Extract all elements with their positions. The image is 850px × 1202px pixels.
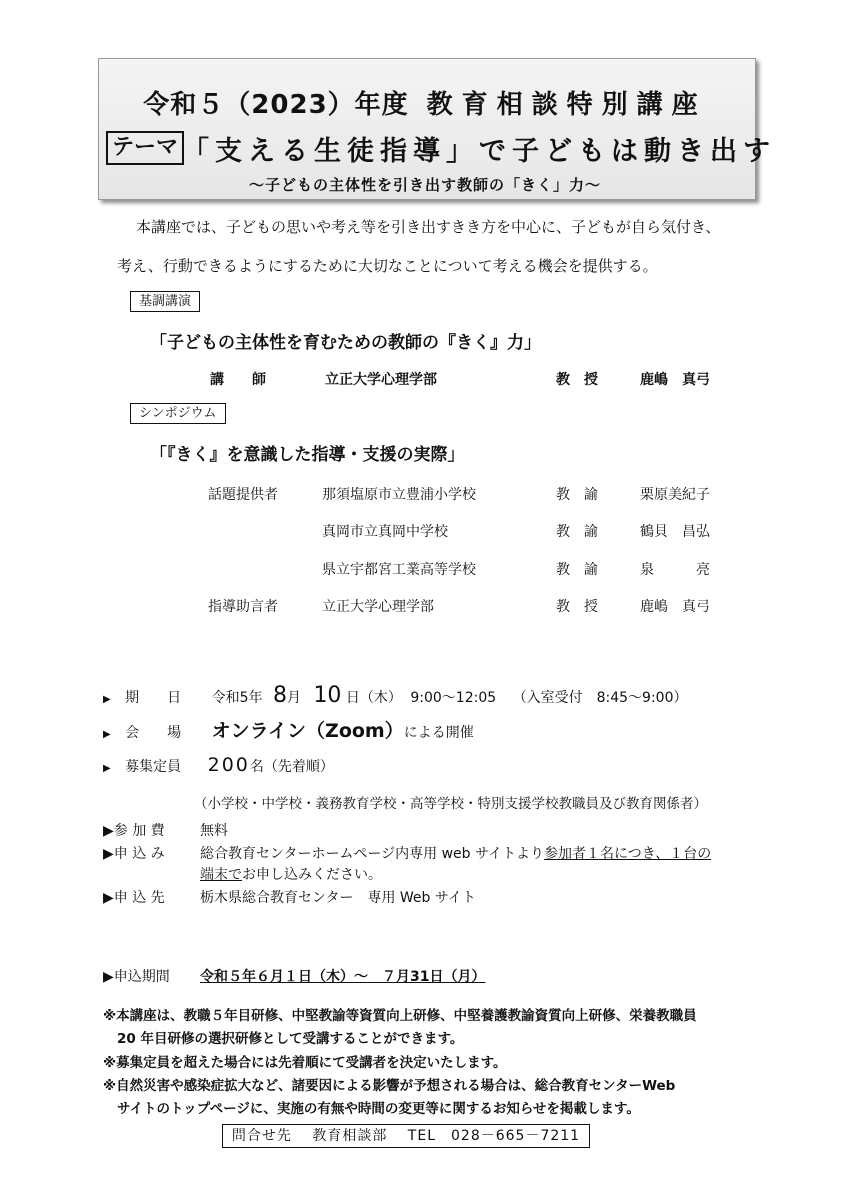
presenter-position: 教 諭 bbox=[556, 524, 598, 540]
presenter-position: 教 諭 bbox=[556, 562, 598, 578]
apply-to-label: ▶申 込 先 bbox=[103, 890, 165, 906]
advisor-name: 鹿嶋 真弓 bbox=[640, 599, 710, 615]
venue-row bbox=[103, 716, 474, 743]
venue-suffix: による開催 bbox=[403, 725, 474, 741]
theme-title: 「支える生徒指導」で子どもは動き出す bbox=[182, 136, 776, 167]
apply-line-2 bbox=[200, 864, 382, 884]
date-time: 9:00～12:05 bbox=[410, 690, 497, 706]
intro-line-1: 本講座では、子どもの思いや考え等を引き出すきき方を中心に、子どもが自ら気付き、 bbox=[136, 218, 721, 236]
apply-underlined: 端末で bbox=[200, 867, 242, 883]
presenter-affiliation: 真岡市立真岡中学校 bbox=[322, 524, 448, 540]
symposium-title: 「『きく』を意識した指導・支援の実際」 bbox=[150, 445, 465, 465]
note-2: ※募集定員を超えた場合には先着順にて受講者を決定いたします。 bbox=[103, 1055, 507, 1071]
presenter-affiliation: 県立宇都宮工業高等学校 bbox=[322, 562, 476, 578]
subtitle: ～子どもの主体性を引き出す教師の「きく」力～ bbox=[248, 176, 601, 194]
symposium-label: シンポジウム bbox=[130, 403, 226, 424]
intro-line-2: 考え、行動できるようにするために大切なことについて考える機会を提供する。 bbox=[117, 257, 658, 275]
venue-main: オンライン（Zoom） bbox=[211, 720, 404, 742]
apply-underlined: 参加者１名につき、１台の bbox=[544, 846, 712, 862]
venue-label: 会 場 bbox=[125, 725, 182, 741]
presenter-name: 栗原美紀子 bbox=[640, 487, 710, 503]
title-line-1 bbox=[0, 84, 850, 121]
date-row bbox=[103, 683, 687, 708]
capacity-unit: 名（先着順） bbox=[249, 759, 334, 775]
date-reception: （入室受付 8:45～9:00） bbox=[512, 690, 688, 706]
advisor-affiliation: 立正大学心理学部 bbox=[322, 599, 434, 615]
fee-value: 無料 bbox=[200, 823, 228, 839]
presenter-position: 教 諭 bbox=[556, 487, 598, 503]
keynote-affiliation: 立正大学心理学部 bbox=[325, 372, 437, 388]
capacity-value: 200 bbox=[207, 754, 250, 776]
keynote-position: 教 授 bbox=[556, 372, 598, 388]
apply-line-1 bbox=[200, 843, 711, 863]
date-prefix: 令和5年 bbox=[211, 690, 263, 706]
period-label: ▶申込期間 bbox=[103, 969, 170, 985]
presenter-name: 鶴貝 昌弘 bbox=[640, 524, 710, 540]
title-year: 令和５（2023）年度 bbox=[143, 90, 409, 120]
capacity-row bbox=[103, 754, 334, 776]
keynote-label: 基調講演 bbox=[130, 291, 200, 312]
date-day: 10 bbox=[313, 683, 342, 708]
presenter-name: 泉 亮 bbox=[640, 562, 710, 578]
contact-box: 問合せ先 教育相談部 TEL 028－665－7211 bbox=[222, 1124, 590, 1148]
date-weekday: （木） bbox=[359, 690, 402, 706]
title-main: 教育相談特別講座 bbox=[426, 90, 707, 120]
bullet-arrow-icon: ▶ bbox=[103, 763, 111, 774]
apply-to-value: 栃木県総合教育センター 専用 Web サイト bbox=[200, 890, 476, 906]
period-value: 令和５年６月１日（木）～ ７月31日（月） bbox=[200, 969, 486, 985]
date-day-unit: 日 bbox=[345, 690, 360, 706]
keynote-role: 講 師 bbox=[210, 372, 266, 388]
note-1-line-1: ※本講座は、教職５年目研修、中堅教諭等資質向上研修、中堅養護教諭資質向上研修、栄養教職員 bbox=[103, 1008, 697, 1024]
date-month: 8 bbox=[272, 683, 287, 708]
bullet-arrow-icon: ▶ bbox=[103, 729, 111, 740]
note-3-line-2: サイトのトップページに、実施の有無や時間の変更等に関するお知らせを掲載します。 bbox=[117, 1101, 640, 1117]
date-label: 期 日 bbox=[125, 690, 182, 706]
apply-text: 総合教育センターホームページ内専用 web サイトより bbox=[200, 846, 545, 862]
bullet-arrow-icon: ▶ bbox=[103, 694, 111, 705]
advisor-role: 指導助言者 bbox=[208, 599, 278, 615]
advisor-position: 教 授 bbox=[556, 599, 598, 615]
presenters-role: 話題提供者 bbox=[208, 487, 278, 503]
capacity-label: 募集定員 bbox=[125, 759, 182, 775]
keynote-title: 「子どもの主体性を育むための教師の『きく』力」 bbox=[150, 333, 541, 353]
note-3-line-1: ※自然災害や感染症拡大など、諸要因による影響が予想される場合は、総合教育センターWeb bbox=[103, 1078, 676, 1094]
note-1-line-2: 20 年目研修の選択研修として受講することができます。 bbox=[117, 1031, 464, 1047]
fee-label: ▶参 加 費 bbox=[103, 823, 165, 839]
apply-label: ▶申 込 み bbox=[103, 846, 165, 862]
presenter-affiliation: 那須塩原市立豊浦小学校 bbox=[322, 487, 476, 503]
keynote-name: 鹿嶋 真弓 bbox=[640, 372, 710, 388]
capacity-target: （小学校・中学校・義務教育学校・高等学校・特別支援学校教職員及び教育関係者） bbox=[194, 796, 707, 812]
theme-label: テーマ bbox=[106, 131, 184, 165]
date-month-unit: 月 bbox=[286, 690, 301, 706]
apply-text: お申し込みください。 bbox=[242, 867, 382, 883]
